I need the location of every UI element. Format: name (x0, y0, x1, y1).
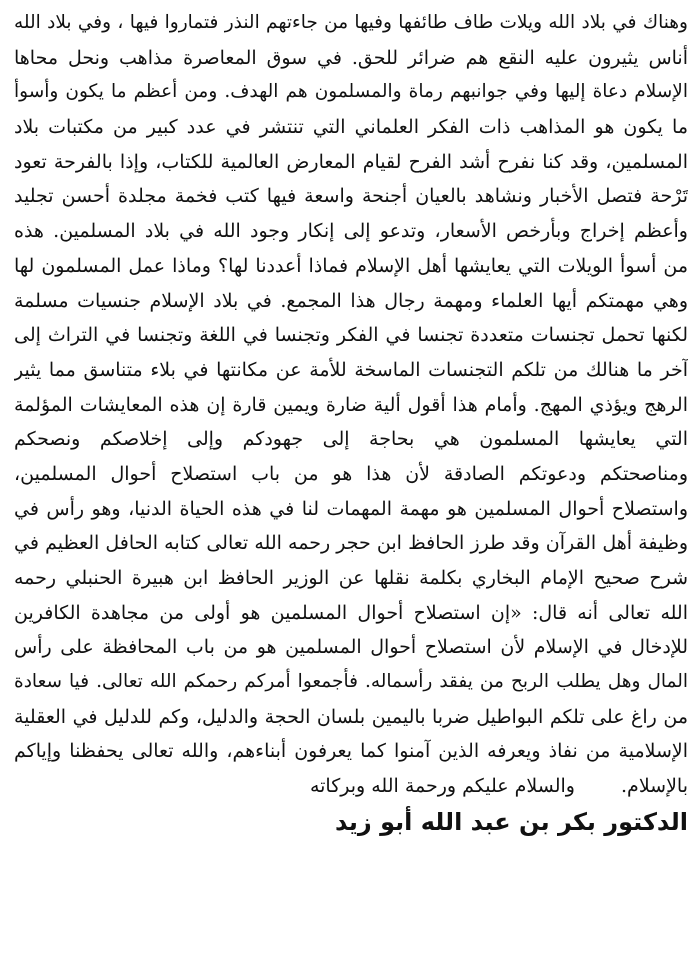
text-line: للإدخال في الإسلام لأن استصلاح أحوال المسلمين هو من باب المحافظة على رأس (14, 636, 688, 659)
text-line: أناس يثيرون عليه النقع هم ضرائر للحق. في سوق المعاصرة مذاهب ونحل محاها (14, 46, 688, 69)
text-line: ومناصحتكم ودعوتكم الصادقة لأن هذا هو من باب استصلاح أحوال المسلمين، (14, 462, 688, 485)
text-line: وأعظم إخراج وبأرخص الأسعار، وتدعو إلى إنكار وجود الله في بلاد المسلمين. هذه (14, 220, 688, 243)
text-line: شرح صحيح الإمام البخاري بكلمة نقلها عن الوزير الحافظ ابن هبيرة الحنبلي رحمه (14, 567, 688, 589)
text-line: المسلمين، وقد كنا نفرح أشد الفرح لقيام المعارض العالمية للكتاب، وإذا بالفرحة تعود (14, 150, 688, 173)
text-line: لكنها تحمل تجنسات متعددة تجنسا في الفكر وتجنسا في اللغة وتجنسا في التراث إلى (14, 324, 688, 347)
closing-line (14, 769, 688, 803)
body-text (14, 6, 688, 803)
text-line: من راغ على تلكم البواطيل ضربا باليمين بلسان الحجة والدليل، وكم للدليل في العقلية (14, 705, 688, 728)
text-line: واستصلاح أحوال المسلمين هو مهمة المهمات لنا في هذه الحياة الدنيا، وهو رأس في (14, 497, 688, 520)
text-line: من أسوأ الويلات التي يعايشها أهل الإسلام فماذا أعددنا لها؟ وماذا عمل المسلمون لها (14, 254, 688, 277)
text-line: التي يعايشها المسلمون هي بحاجة إلى جهودكم وإلى إخلاصكم ونصحكم (14, 428, 688, 451)
author-signature: الدكتور بكر بن عبد الله أبو زيد (335, 808, 688, 837)
closing-greeting: والسلام عليكم ورحمة الله وبركاته (309, 775, 575, 798)
text-line: وظيفة أهل القرآن وقد طرز الحافظ ابن حجر رحمه الله تعالى كتابه الحافل العظيم في (14, 532, 688, 555)
text-line: وهناك في بلاد الله ويلات طاف طائفها وفيها من جاءتهم النذر فتماروا فيها ، وفي بلاد الله (14, 12, 688, 33)
closing-start: بالإسلام. (621, 775, 688, 798)
text-line: الإسلام دعاة إليها وفي جوانبهم رماة والمسلمون هم الهدف. ومن أعظم ما يكون وأسوأ (14, 81, 688, 103)
text-line: تَرْحة فتصل الأخبار ونشاهد بالعيان أجنحة واسعة فيها كتب فخمة مجلدة أحسن تجليد (14, 185, 688, 208)
text-line: الرهج ويؤذي المهج. وأمام هذا أقول ألية ضارة ويمين قارة إن هذه المعايشات المؤلمة (14, 393, 688, 416)
text-line: المال وهل يطلب الربح من يفقد رأسماله. فأجمعوا أمركم رحمكم الله تعالى. فيا سعادة (14, 671, 688, 693)
text-line: آخر ما هنالك من تلكم التجنسات الماسخة للأمة عن مكانتها في بلاء متناسق مما يثير (14, 358, 688, 381)
text-line: وهي مهمتكم أيها العلماء ومهمة رجال هذا المجمع. في بلاد الإسلام جنسيات مسلمة (14, 289, 688, 312)
text-line: ما يكون هو المذاهب ذات الفكر العلماني التي تنتشر في عدد كبير من مكتبات بلاد (14, 116, 688, 139)
text-line: الإسلامية من نفاذ ويعرفه الذين آمنوا كما يعرفون أبناءهم، والله تعالى يحفظنا وإياكم (14, 740, 688, 763)
text-line: الله تعالى أنه قال: «إن استصلاح أحوال المسلمين هو أولى من مجاهدة الكافرين (14, 601, 688, 624)
